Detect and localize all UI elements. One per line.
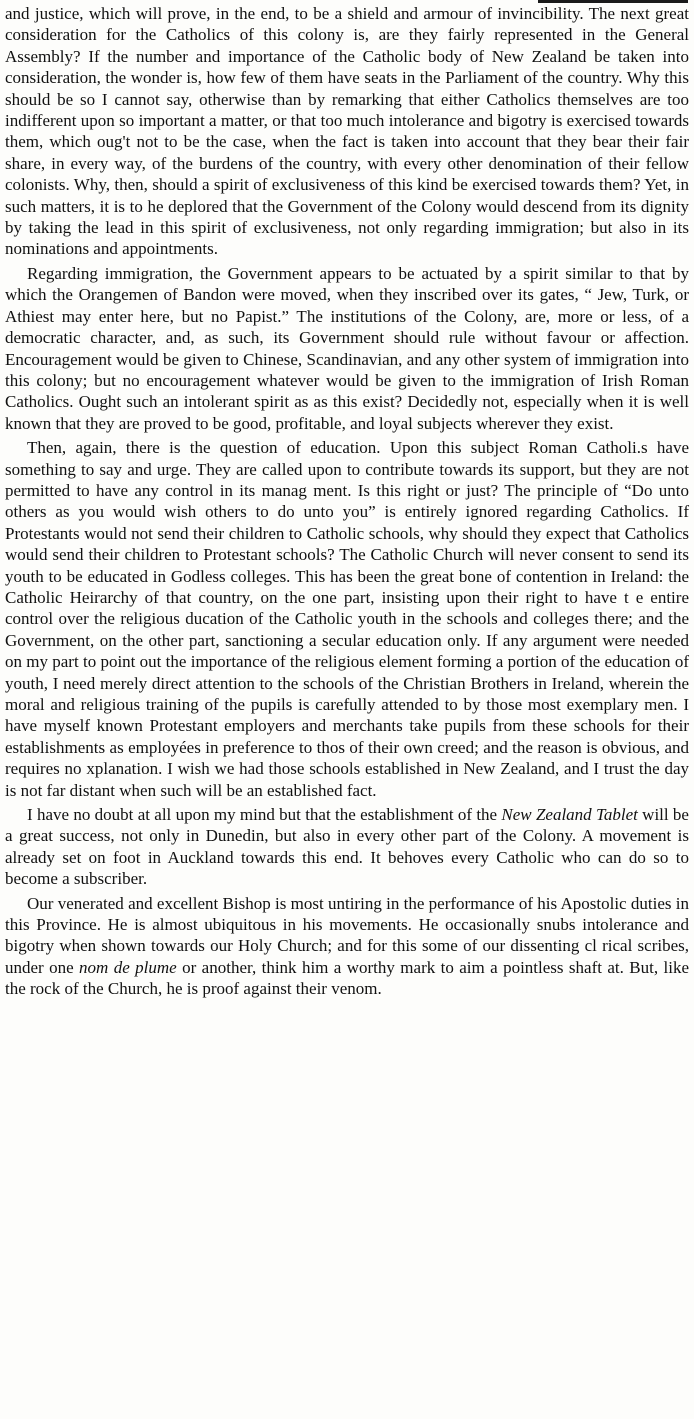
- article-column: [5, 3, 689, 1003]
- paragraph-text: Our venerated and excellent Bishop is most untiring in the performance of his Apostolic duties in this Province. He is almost ubiquitous in his movements. He occasionally snubs intolerance and bigotry when shown towards our Holy Church; and for this some of our dissenting cl rical scribes, under one: [5, 893, 689, 977]
- paragraph-text: will be a great success, not only in Dunedin, but also in every other part of the Colony. A movement is already set on foot in Auckland towards this end. It behoves every Catholic who can do so to become a subscriber.: [5, 805, 689, 889]
- italic-title-text: nom de plume: [79, 957, 177, 977]
- paragraph-text: Then, again, there is the question of education. Upon this subject Roman Catholi.s have something to say and urge. They are called upon to contribute towards its support, but they are not permitted to have any control in its manag ment. Is this right or just? The principle of “Do unto others as you would wish others to do unto you” is entirely ignored regarding Catholics. If Protestants would not send their children to Catholic schools, why should they expect that Catholics would send their children to Protestant schools? The Catholic Church will never consent to send its youth to be educated in Godless colleges. This has been the great bone of contention in Ireland: the Catholic Heirarchy of that country, on the one part, insisting upon their right to have t e entire control over the religious ducation of the Catholic youth in the schools and colleges there; and the Government, on the other part, sanctioning a secular education only. If any argument were needed on my part to point out the importance of the religious element forming a portion of the education of youth, I need merely direct attention to the schools of the Christian Brothers in Ireland, wherein the moral and religious training of the pupils is carefully attended to by those most exemplary men. I have myself known Protestant employers and merchants take pupils from these schools for their establishments as employées in preference to thos of their own creed; and the reason is obvious, and requires no xplanation. I wish we had those schools established in New Zealand, and I trust the day is not far distant when such will be an established fact.: [5, 438, 689, 800]
- paragraph-immigration: [5, 263, 689, 434]
- paragraph-text: Regarding immigration, the Government appears to be actuated by a spirit similar to that by which the Orangemen of Bandon were moved, when they inscribed over its gates, “ Jew, Turk, or Athiest may enter here, but no Papist.” The institutions of the Colony, are, more or less, of a democratic character, and, as such, its Government should rule without favour or affection. Encouragement would be given to Chinese, Scandinavian, and any other system of immigration into this colony; but no encouragement whatever would be given to the immigration of Irish Roman Catholics. Ought such an intolerant spirit as as this exist? Decidedly not, especially when it is well known that they are proved to be good, profitable, and loyal subjects wherever they exist.: [5, 263, 689, 433]
- paragraph-text: I have no doubt at all upon my mind but that the establishment of the: [27, 805, 502, 825]
- paragraph-text: or another, think him a worthy mark to aim a pointless shaft at. But, like the rock of the Church, he is proof against their venom.: [5, 957, 689, 999]
- paragraph-representation: [5, 3, 689, 260]
- paragraph-tablet: [5, 804, 689, 890]
- paragraph-bishop: [5, 893, 689, 1000]
- paragraph-education: [5, 437, 689, 801]
- italic-title-text: New Zealand Tablet: [501, 805, 638, 825]
- paragraph-text: and justice, which will prove, in the end, to be a shield and armour of invincibility. The next great consideration for the Catholics of this colony is, are they fairly represented in the General Assembly? If the number and importance of the Catholic body of New Zealand be taken into consideration, the wonder is, how few of them have seats in the Parliament of the country. Why this should be so I cannot say, otherwise than by remarking that either Catholics themselves are too indifferent upon so important a matter, or that too much intolerance and bigotry is exercised towards them, which oug't not to be the case, when the fact is taken into account that they bear their fair share, in every way, of the burdens of the country, with every other denomination of their fellow colonists. Why, then, should a spirit of exclusiveness of this kind be exercised towards them? Yet, in such matters, it is to he deplored that the Government of the Colony would descend from its dignity by taking the lead in this spirit of exclusiveness, not only regarding immigration; but also in its nominations and appointments.: [5, 4, 689, 259]
